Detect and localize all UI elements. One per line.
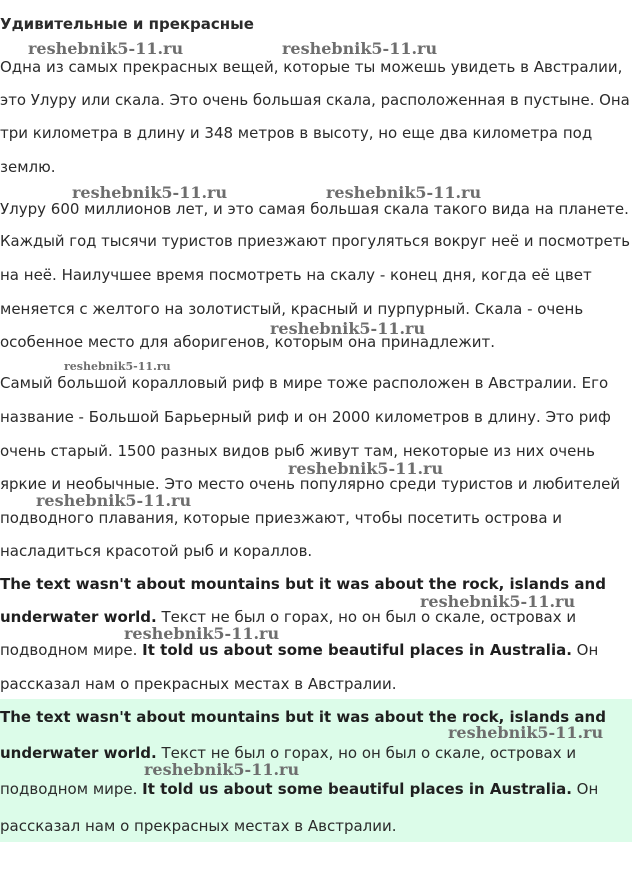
answer-english: underwater world.: [0, 608, 157, 626]
page-title: Удивительные и прекрасные: [0, 15, 254, 33]
paragraph-line: Одна из самых прекрасных вещей, которые ты можешь увидеть в Австралии,: [0, 58, 623, 76]
answer-line: [0, 743, 576, 763]
answer-english: It told us about some beautiful places in Australia.: [142, 780, 572, 798]
watermark: reshebnik5-11.ru: [124, 624, 280, 643]
paragraph-line: название - Большой Барьерный риф и он 2000 километров в длину. Это риф: [0, 408, 611, 426]
answer-line: рассказал нам о прекрасных местах в Австралии.: [0, 817, 397, 835]
answer-line: [0, 640, 598, 660]
answer-line: рассказал нам о прекрасных местах в Австралии.: [0, 675, 397, 693]
watermark: reshebnik5-11.ru: [36, 491, 192, 510]
watermark: reshebnik5-11.ru: [270, 319, 426, 338]
watermark: reshebnik5-11.ru: [420, 592, 576, 611]
answer-russian: Он: [571, 780, 599, 798]
paragraph-line: Самый большой коралловый риф в мире тоже расположен в Австралии. Его: [0, 374, 609, 392]
answer-line: [0, 607, 576, 627]
answer-line: [0, 707, 606, 727]
paragraph-line: подводного плавания, которые приезжают, чтобы посетить острова и: [0, 509, 563, 527]
answer-english: It told us about some beautiful places in Australia.: [142, 641, 572, 659]
watermark: reshebnik5-11.ru: [282, 39, 438, 58]
paragraph-line: очень старый. 1500 разных видов рыб живут там, некоторые из них очень: [0, 442, 595, 460]
watermark: reshebnik5-11.ru: [28, 39, 184, 58]
answer-russian: подводном мире.: [0, 641, 143, 659]
paragraph-line: три километра в длину и 348 метров в высоту, но еще два километра под: [0, 124, 593, 142]
watermark: reshebnik5-11.ru: [448, 723, 604, 742]
answer-line: [0, 779, 598, 799]
watermark: reshebnik5-11.ru: [288, 459, 444, 478]
paragraph-line: насладиться красотой рыб и кораллов.: [0, 542, 313, 560]
answer-russian: Текст не был о горах, но он был о скале, островах и: [156, 608, 577, 626]
answer-russian: подводном мире.: [0, 780, 143, 798]
paragraph-line: Каждый год тысячи туристов приезжают прогуляться вокруг неё и посмотреть: [0, 233, 630, 250]
paragraph-line: особенное место для аборигенов, которым она принадлежит.: [0, 333, 496, 351]
paragraph-line: это Улуру или скала. Это очень большая скала, расположенная в пустыне. Она: [0, 91, 630, 109]
paragraph-line: на неё. Наилучшее время посмотреть на скалу - конец дня, когда её цвет: [0, 266, 592, 284]
watermark: reshebnik5-11.ru: [144, 760, 300, 779]
answer-english: The text wasn't about mountains but it was about the rock, islands and: [0, 575, 606, 593]
answer-english: The text wasn't about mountains but it was about the rock, islands and: [0, 708, 606, 726]
answer-russian: Он: [571, 641, 599, 659]
watermark: reshebnik5-11.ru: [72, 183, 228, 202]
answer-russian: Текст не был о горах, но он был о скале, островах и: [156, 744, 577, 762]
watermark: reshebnik5-11.ru: [326, 183, 482, 202]
paragraph-line: яркие и необычные. Это место очень популярно среди туристов и любителей: [0, 475, 621, 493]
paragraph-line: землю.: [0, 158, 56, 176]
answer-english: underwater world.: [0, 744, 157, 762]
paragraph-line: Улуру 600 миллионов лет, и это самая большая скала такого вида на планете.: [0, 200, 629, 218]
answer-line: [0, 574, 606, 594]
watermark: reshebnik5-11.ru: [64, 360, 171, 373]
paragraph-line: меняется с желтого на золотистый, красный и пурпурный. Скала - очень: [0, 300, 584, 318]
